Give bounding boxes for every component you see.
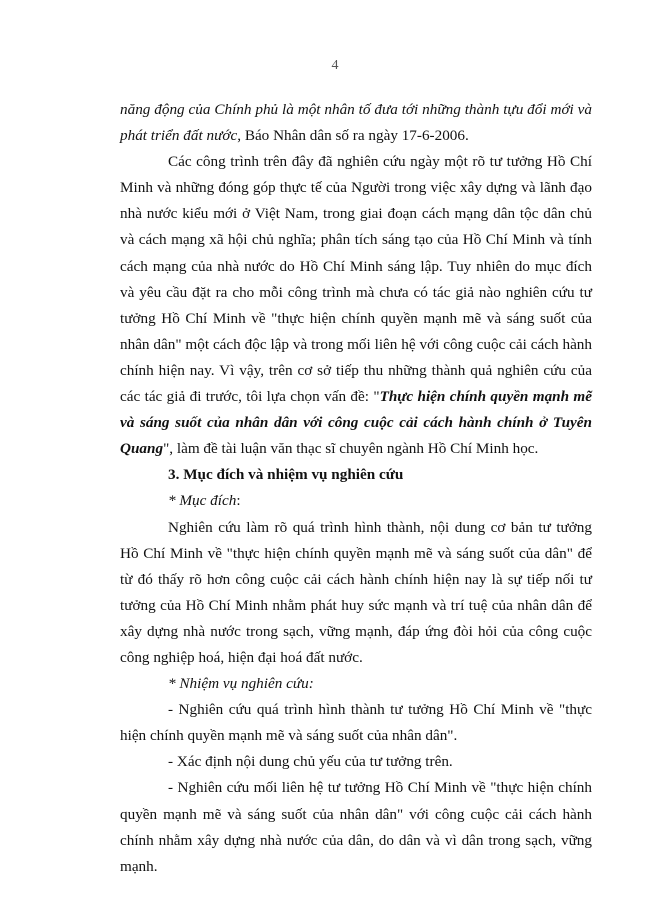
purpose-label-text: * Mục đích [168, 492, 237, 510]
purpose-label [120, 488, 592, 514]
thesis-title: Thực hiện chính quyền mạnh mẽ và sáng suốt của nhân dân với công cuộc cải cách hành chính ở Tuyên Quang [120, 388, 592, 458]
purpose-paragraph: Nghiên cứu làm rõ quá trình hình thành, nội dung cơ bản tư tưởng Hồ Chí Minh về "thực hiện chính quyền mạnh mẽ và sáng suốt của dân" để từ đó thấy rõ hơn công cuộc cải cách hành chính hiện nay là sự tiếp nối tư tưởng của Hồ Chí Minh nhằm phát huy sức mạnh và trí tuệ của nhân dân để xây dựng nhà nước trong sạch, vững mạnh, đáp ứng đòi hỏi của công cuộc công nghiệp hoá, hiện đại hoá đất nước. [120, 518, 592, 666]
section-heading: 3. Mục đích và nhiệm vụ nghiên cứu [168, 466, 404, 484]
purpose-label-colon: : [236, 492, 241, 510]
page-number: 4 [331, 58, 339, 73]
citation-title: năng động của Chính phủ là một nhân tố đưa tới những thành tựu đổi mới và phát triển đất nước [120, 101, 592, 145]
citation-source: , Báo Nhân dân số ra ngày 17-6-2006. [237, 127, 469, 145]
review-text: Các công trình trên đây đã nghiên cứu ngày một rõ tư tưởng Hồ Chí Minh và những đóng góp thực tế của Người trong việc xây dựng và lãnh đạo nhà nước kiểu mới ở Việt Nam, trong giai đoạn cách mạng dân tộc dân chủ và cách mạng xã hội chủ nghĩa; phân tích sáng tạo của Hồ Chí Minh và tính cách mạng của nhà nước do Hồ Chí Minh sáng lập. Tuy nhiên do mục đích và yêu cầu đặt ra cho mỗi công trình mà chưa có tác giả nào nghiên cứu tư tưởng Hồ Chí Minh về "thực hiện chính quyền mạnh mẽ và sáng suốt của nhân dân" một cách độc lập và trong mối liên hệ với công cuộc cải cách hành chính hiện nay. Vì vậy, trên cơ sở tiếp thu những thành quả nghiên cứu của các tác giả đi trước, tôi lựa chọn vấn đề: " [120, 153, 592, 406]
task-item: - Nghiên cứu quá trình hình thành tư tưởng Hồ Chí Minh về "thực hiện chính quyền mạnh mẽ và sáng suốt của nhân dân". [120, 701, 592, 745]
tasks-label: * Nhiệm vụ nghiên cứu: [168, 675, 314, 693]
literature-review-paragraph [120, 149, 592, 462]
review-text-end: ", làm đề tài luận văn thạc sĩ chuyên ngành Hồ Chí Minh học. [163, 440, 539, 458]
task-item: - Xác định nội dung chủ yếu của tư tưởng trên. [168, 753, 453, 771]
citation-paragraph [120, 97, 592, 149]
task-item: - Nghiên cứu mối liên hệ tư tưởng Hồ Chí Minh về "thực hiện chính quyền mạnh mẽ và sáng suốt của nhân dân" với công cuộc cải cách hành chính nhằm xây dựng nhà nước của dân, do dân và vì dân trong sạch, vững mạnh. [120, 779, 592, 875]
document-body [120, 97, 592, 880]
